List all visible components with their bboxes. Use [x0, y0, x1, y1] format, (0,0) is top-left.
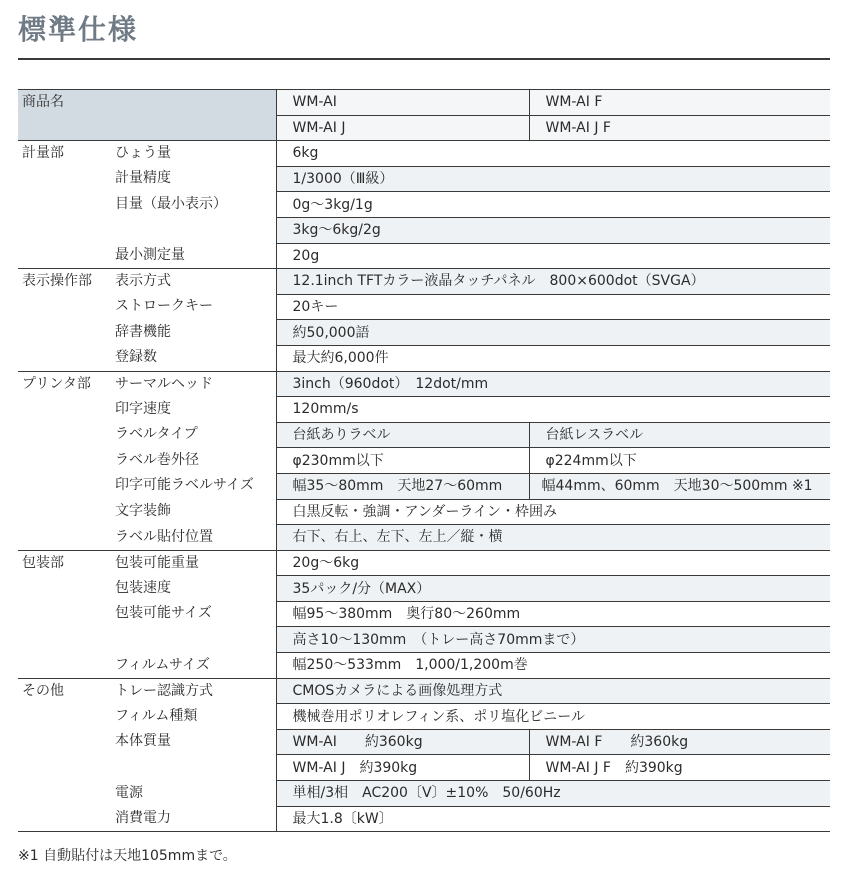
spec-value: 12.1inch TFTカラー液晶タッチパネル 800×600dot（SVGA）	[276, 269, 830, 295]
table-row	[18, 269, 830, 295]
spec-value: 幅95〜380mm 奥行80〜260mm	[276, 601, 830, 627]
spec-label: 消費電力	[111, 806, 276, 832]
table-row	[18, 371, 830, 397]
table-row	[18, 294, 830, 320]
table-row	[18, 601, 830, 627]
table-row	[18, 525, 830, 551]
table-row	[18, 243, 830, 269]
spec-label: 電源	[115, 784, 143, 801]
spec-label: 文字装飾	[115, 503, 171, 519]
table-row	[18, 397, 830, 423]
spec-label: 包装可能サイズ	[115, 605, 212, 622]
spec-label: 最小測定量	[111, 243, 276, 269]
model-name: WM-AI F	[529, 90, 830, 116]
spec-label: フィルム種類	[115, 707, 198, 724]
spec-label: ラベル貼付位置	[111, 525, 276, 551]
spec-value: 幅44mm、60mm 天地30〜500mm ※1	[529, 473, 830, 499]
table-row	[18, 678, 830, 704]
spec-value: 3kg〜6kg/2g	[276, 217, 830, 243]
spec-value: 機械巻用ポリオレフィン系、ポリ塩化ビニール	[276, 704, 830, 730]
spec-value: 120mm/s	[276, 397, 830, 423]
spec-label: 印字可能ラベルサイズ	[115, 477, 254, 494]
footnote: ※1 自動貼付は天地105mmまで。	[18, 848, 237, 864]
spec-label: 包装速度	[115, 579, 171, 596]
spec-value: 幅35〜80mm 天地27〜60mm	[276, 473, 529, 499]
spec-label: ラベルタイプ	[115, 426, 198, 443]
spec-value: 最大約6,000件	[276, 345, 830, 371]
spec-value: 最大1.8〔kW〕	[276, 806, 830, 832]
spec-value: CMOSカメラによる画像処理方式	[276, 678, 830, 704]
spec-value: WM-AI 約360kg	[276, 729, 529, 755]
spec-value: 0g〜3kg/1g	[276, 192, 830, 218]
spec-label: 印字速度	[115, 400, 171, 417]
model-name: WM-AI J F	[529, 115, 830, 141]
spec-label: ストロークキー	[115, 298, 213, 315]
spec-label: ラベル巻外径	[115, 451, 199, 468]
spec-value: 台紙レスラベル	[529, 422, 830, 448]
spec-value: 約50,000語	[276, 320, 830, 346]
spec-value: 6kg	[276, 141, 830, 167]
category-label: 計量部	[18, 141, 111, 269]
spec-label: フィルムサイズ	[111, 653, 276, 679]
spec-label: 辞書機能	[115, 323, 171, 340]
table-row	[18, 192, 830, 218]
model-name: WM-AI	[276, 90, 529, 116]
table-row	[18, 499, 830, 525]
spec-value: 単相/3相 AC200〔V〕±10% 50/60Hz	[276, 781, 830, 807]
category-label: その他	[18, 678, 111, 832]
spec-value: φ230mm以下	[276, 448, 529, 474]
table-row	[18, 166, 830, 192]
table-row	[18, 90, 830, 116]
spec-table	[18, 89, 830, 832]
spec-label: トレー認識方式	[115, 682, 213, 699]
category-label: プリンタ部	[18, 371, 111, 550]
table-row	[18, 448, 830, 474]
table-row	[18, 576, 830, 602]
category-label: 包装部	[18, 550, 111, 678]
spec-value: 3inch（960dot） 12dot/mm	[276, 371, 830, 397]
table-row	[18, 806, 830, 832]
table-row	[18, 550, 830, 576]
spec-value: 20キー	[276, 294, 830, 320]
spec-value: WM-AI J F 約390kg	[529, 755, 830, 781]
spec-label: 目量（最小表示）	[115, 195, 227, 212]
spec-label: ひょう量	[115, 145, 171, 162]
table-row	[18, 704, 830, 730]
table-row	[18, 345, 830, 371]
spec-value: 台紙ありラベル	[276, 422, 529, 448]
table-row	[18, 653, 830, 679]
page-title: 標準仕様	[18, 13, 139, 46]
spec-value: 白黒反転・強調・アンダーライン・枠囲み	[276, 499, 830, 525]
table-row	[18, 473, 830, 499]
spec-label: 本体質量	[115, 733, 171, 750]
spec-value: 幅250〜533mm 1,000/1,200m巻	[276, 653, 830, 679]
table-row	[18, 320, 830, 346]
spec-value: 20g	[276, 243, 830, 269]
spec-value: 右下、右上、左下、左上／縦・横	[276, 525, 830, 551]
header-label: 商品名	[18, 90, 276, 141]
table-row	[18, 781, 830, 807]
table-row	[18, 141, 830, 167]
spec-label: 登録数	[111, 345, 276, 371]
table-row	[18, 422, 830, 448]
title-divider	[18, 58, 830, 60]
category-label: 表示操作部	[18, 269, 111, 371]
spec-value: 20g〜6kg	[276, 550, 830, 576]
spec-label: 包装可能重量	[115, 554, 199, 571]
spec-value: 1/3000（Ⅲ級）	[276, 166, 830, 192]
model-name: WM-AI J	[276, 115, 529, 141]
spec-value: 35パック/分（MAX）	[276, 576, 830, 602]
spec-label: 計量精度	[115, 170, 171, 187]
table-row	[18, 729, 830, 755]
spec-value: φ224mm以下	[529, 448, 830, 474]
spec-value: 高さ10〜130mm （トレー高さ70mmまで）	[276, 627, 830, 653]
spec-value: WM-AI J 約390kg	[276, 755, 529, 781]
spec-label: サーマルヘッド	[115, 375, 213, 392]
spec-label: 表示方式	[115, 273, 171, 290]
spec-value: WM-AI F 約360kg	[529, 729, 830, 755]
